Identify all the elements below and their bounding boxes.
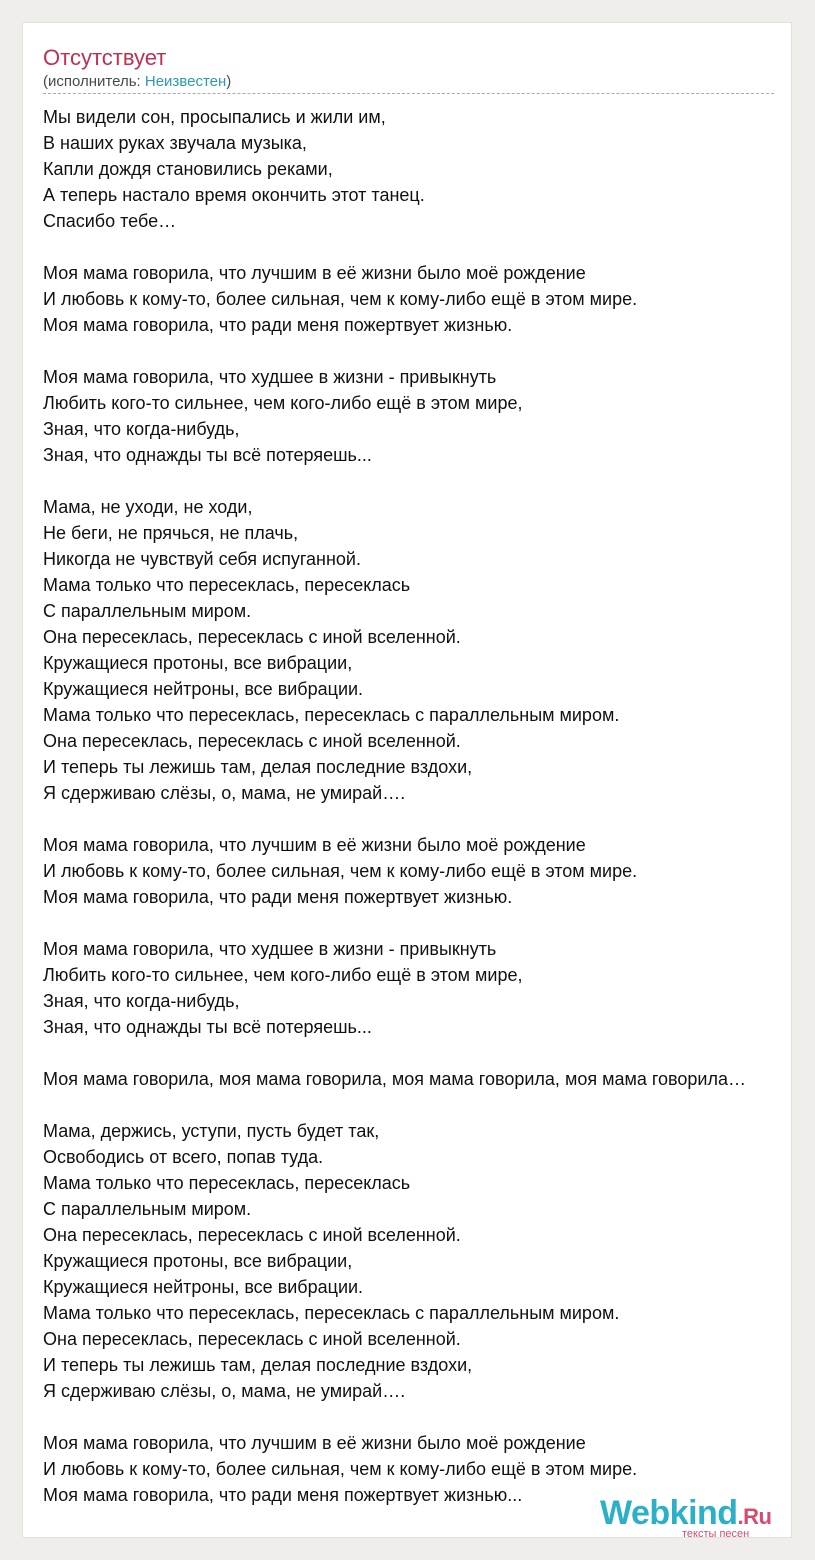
lyrics-stanza <box>43 832 792 910</box>
lyrics-line: Я сдерживаю слёзы, о, мама, не умирай…. <box>43 1381 406 1401</box>
logo-suffix: .Ru <box>737 1504 772 1529</box>
lyrics-line: Мама только что пересеклась, пересеклась с параллельным миром. <box>43 705 620 725</box>
lyrics-line: Мама, держись, уступи, пусть будет так, <box>43 1121 380 1141</box>
lyrics-line: Моя мама говорила, моя мама говорила, моя мама говорила, моя мама говорила… <box>43 1069 746 1089</box>
artist-line <box>43 73 231 91</box>
lyrics-stanza <box>43 936 792 1040</box>
lyrics-stanza <box>43 1118 792 1404</box>
lyrics-stanza <box>43 104 792 234</box>
artist-suffix: ) <box>226 73 232 90</box>
lyrics-line: Кружащиеся протоны, все вибрации, <box>43 1251 353 1271</box>
lyrics-line: Она пересеклась, пересеклась с иной вселенной. <box>43 627 461 647</box>
artist-prefix: (исполнитель: <box>43 73 145 90</box>
lyrics-line: Она пересеклась, пересеклась с иной вселенной. <box>43 1329 461 1349</box>
lyrics-line: Любить кого-то сильнее, чем кого-либо ещё в этом мире, <box>43 965 523 985</box>
lyrics-line: Мама только что пересеклась, пересеклась <box>43 575 411 595</box>
lyrics-line: Спасибо тебе… <box>43 211 177 231</box>
lyrics-stanza <box>43 1066 792 1092</box>
lyrics-line: Моя мама говорила, что ради меня пожертвует жизнью... <box>43 1485 523 1505</box>
lyrics-line: Моя мама говорила, что худшее в жизни - привыкнуть <box>43 367 497 387</box>
lyrics-line: Я сдерживаю слёзы, о, мама, не умирай…. <box>43 783 406 803</box>
lyrics-line: Кружащиеся нейтроны, все вибрации. <box>43 679 364 699</box>
logo-tagline: тексты песен <box>682 1528 750 1538</box>
header-divider <box>43 93 774 94</box>
lyrics-line: Мама только что пересеклась, пересеклась с параллельным миром. <box>43 1303 620 1323</box>
lyrics-line: Моя мама говорила, что лучшим в её жизни было моё рождение <box>43 263 586 283</box>
lyrics-line: Зная, что однажды ты всё потеряешь... <box>43 445 372 465</box>
lyrics-line: Зная, что когда-нибудь, <box>43 419 240 439</box>
lyrics-line: С параллельным миром. <box>43 601 252 621</box>
lyrics-line: Моя мама говорила, что ради меня пожертвует жизнью. <box>43 887 513 907</box>
lyrics-stanza <box>43 364 792 468</box>
lyrics-line: Зная, что когда-нибудь, <box>43 991 240 1011</box>
lyrics-line: Никогда не чувствуй себя испуганной. <box>43 549 361 569</box>
artist-link[interactable]: Неизвестен <box>144 73 227 90</box>
lyrics-stanza <box>43 260 792 338</box>
lyrics-stanza <box>43 494 792 806</box>
lyrics-line: И теперь ты лежишь там, делая последние вздохи, <box>43 1355 473 1375</box>
lyrics-line: Моя мама говорила, что лучшим в её жизни было моё рождение <box>43 1433 586 1453</box>
webkind-logo[interactable] <box>600 1493 790 1538</box>
lyrics-line: Кружащиеся нейтроны, все вибрации. <box>43 1277 364 1297</box>
lyrics-line: Кружащиеся протоны, все вибрации, <box>43 653 353 673</box>
lyrics-line: С параллельным миром. <box>43 1199 252 1219</box>
lyrics-line: Моя мама говорила, что ради меня пожертвует жизнью. <box>43 315 513 335</box>
lyrics-line: И теперь ты лежишь там, делая последние вздохи, <box>43 757 473 777</box>
lyrics-line: Она пересеклась, пересеклась с иной вселенной. <box>43 1225 461 1245</box>
lyrics-body <box>43 104 792 1534</box>
lyrics-line: Она пересеклась, пересеклась с иной вселенной. <box>43 731 461 751</box>
lyrics-line: Зная, что однажды ты всё потеряешь... <box>43 1017 372 1037</box>
lyrics-line: Не беги, не прячься, не плачь, <box>43 523 299 543</box>
lyrics-line: Любить кого-то сильнее, чем кого-либо ещё в этом мире, <box>43 393 523 413</box>
lyrics-line: И любовь к кому-то, более сильная, чем к кому-либо ещё в этом мире. <box>43 289 638 309</box>
lyrics-line: Мы видели сон, просыпались и жили им, <box>43 107 386 127</box>
lyrics-line: Моя мама говорила, что худшее в жизни - привыкнуть <box>43 939 497 959</box>
lyrics-line: И любовь к кому-то, более сильная, чем к кому-либо ещё в этом мире. <box>43 861 638 881</box>
lyrics-line: Освободись от всего, попав туда. <box>43 1147 324 1167</box>
logo-main-text: Webkind <box>600 1494 738 1532</box>
lyrics-line: Капли дождя становились реками, <box>43 159 333 179</box>
lyrics-line: Мама только что пересеклась, пересеклась <box>43 1173 411 1193</box>
lyrics-card <box>22 22 792 1538</box>
lyrics-line: А теперь настало время окончить этот танец. <box>43 185 425 205</box>
song-title: Отсутствует <box>43 45 167 70</box>
lyrics-line: Моя мама говорила, что лучшим в её жизни было моё рождение <box>43 835 586 855</box>
lyrics-line: В наших руках звучала музыка, <box>43 133 307 153</box>
lyrics-line: И любовь к кому-то, более сильная, чем к кому-либо ещё в этом мире. <box>43 1459 638 1479</box>
lyrics-line: Мама, не уходи, не ходи, <box>43 497 253 517</box>
